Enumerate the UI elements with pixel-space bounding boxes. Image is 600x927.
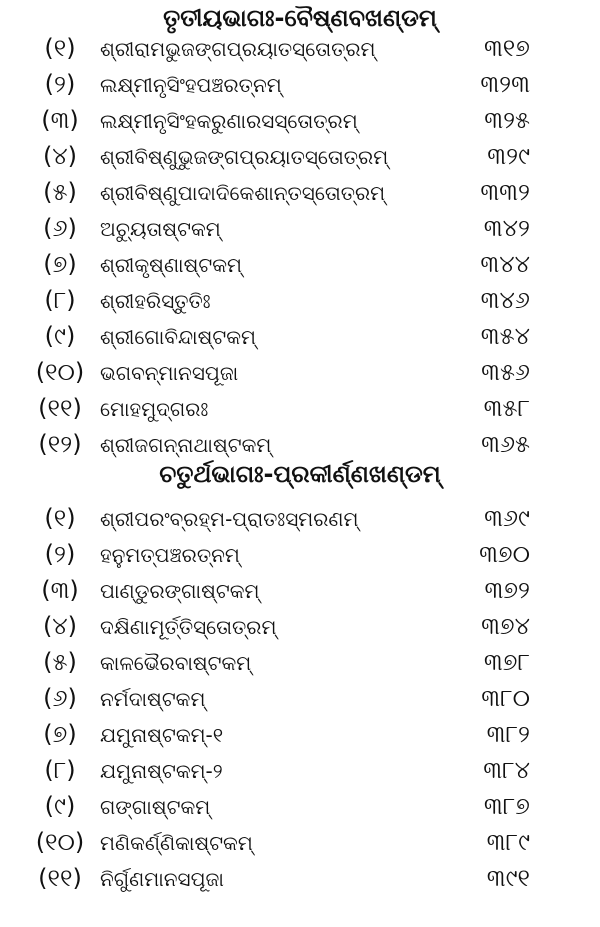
entry-title: ଶ୍ରୀବିଷ୍ଣୁପାଦାଦିକେଶାନ୍ତସ୍ତୋତ୍ରମ୍ — [100, 181, 386, 205]
entry-title: ଶ୍ରୀପରଂବ୍ରହ୍ମ-ପ୍ରାତଃସ୍ମରଣମ୍ — [100, 507, 359, 531]
entry-title: ପାଣ୍ଡୁରଙ୍ଗାଷ୍ଟକମ୍ — [100, 579, 260, 603]
toc-row[interactable] — [0, 754, 600, 790]
page-number: ୩୪୨ — [483, 214, 530, 242]
toc-row[interactable] — [0, 538, 600, 574]
entry-number: (୧) — [44, 504, 76, 532]
page-number: ୩୫୪ — [480, 322, 530, 350]
entry-title: ଯମୁନାଷ୍ଟକମ୍-୧ — [100, 723, 224, 747]
toc-list-section-1 — [0, 32, 600, 464]
entry-number: (୨) — [44, 540, 76, 568]
toc-row[interactable] — [0, 284, 600, 320]
page-number: ୩୨୩ — [480, 70, 530, 98]
page-number: ୩୮୪ — [483, 756, 530, 784]
entry-number: (୧୧) — [38, 864, 82, 892]
entry-title: ମୋହମୁଦ୍ଗରଃ — [100, 397, 209, 421]
entry-number: (୯) — [44, 322, 76, 350]
entry-number: (୪) — [42, 612, 78, 640]
page-number: ୩୮୯ — [486, 828, 530, 856]
entry-number: (୧) — [44, 34, 76, 62]
entry-number: (୨) — [44, 70, 76, 98]
page-number: ୩୮୦ — [481, 684, 530, 712]
entry-title: ଶ୍ରୀହରିସ୍ତୁତିଃ — [100, 289, 211, 313]
toc-row[interactable] — [0, 682, 600, 718]
entry-title: ଶ୍ରୀଗୋବିନ୍ଦାଷ୍ଟକମ୍ — [100, 325, 256, 349]
toc-row[interactable] — [0, 176, 600, 212]
entry-number: (୧୦) — [35, 828, 85, 856]
entry-number: (୧୧) — [38, 394, 82, 422]
entry-number: (୧୨) — [38, 430, 82, 458]
toc-list-section-2 — [0, 502, 600, 898]
entry-number: (୫) — [43, 178, 77, 206]
entry-title: ଦକ୍ଷିଣାମୂର୍ତ୍ତିସ୍ତୋତ୍ରମ୍ — [100, 615, 277, 639]
section-title-tritiya-bhaga: ତୃତୀୟଭାଗଃ-ବୈଷ୍ଣବଖଣ୍ଡମ୍ — [163, 4, 437, 32]
entry-number: (୬) — [43, 214, 77, 242]
page-number: ୩୯୧ — [486, 864, 530, 892]
entry-title: ଶ୍ରୀକୃଷ୍ଣାଷ୍ଟକମ୍ — [100, 253, 242, 277]
entry-number: (୪) — [42, 142, 78, 170]
entry-title: ମଣିକର୍ଣ୍ଣିକାଷ୍ଟକମ୍ — [100, 831, 253, 855]
page-number: ୩୨୯ — [487, 142, 530, 170]
toc-row[interactable] — [0, 610, 600, 646]
entry-title: ଲକ୍ଷ୍ମୀନୃସିଂହପଞ୍ଚରତ୍ନମ୍ — [100, 73, 282, 97]
entry-title: ଯମୁନାଷ୍ଟକମ୍-୨ — [100, 759, 223, 783]
entry-number: (୭) — [43, 250, 77, 278]
toc-row[interactable] — [0, 140, 600, 176]
entry-number: (୮) — [44, 756, 76, 784]
entry-number: (୧୦) — [35, 358, 85, 386]
toc-row[interactable] — [0, 502, 600, 538]
entry-number: (୯) — [44, 792, 76, 820]
page-number: ୩୭୨ — [484, 576, 530, 604]
toc-row[interactable] — [0, 392, 600, 428]
page-number: ୩୩୨ — [480, 178, 530, 206]
toc-row[interactable] — [0, 574, 600, 610]
entry-title: ଭଗବନ୍ମାନସପୂଜା — [100, 361, 239, 385]
page-number: ୩୪୪ — [480, 250, 530, 278]
entry-title: ଗଙ୍ଗାଷ୍ଟକମ୍ — [100, 795, 211, 819]
entry-title: ନିର୍ଗୁଣମାନସପୂଜା — [100, 867, 224, 891]
entry-title: ଶ୍ରୀଜଗନ୍ନାଥାଷ୍ଟକମ୍ — [100, 433, 272, 457]
page-number: ୩୭୮ — [483, 648, 530, 676]
toc-row[interactable] — [0, 68, 600, 104]
toc-row[interactable] — [0, 212, 600, 248]
entry-title: ନର୍ମଦାଷ୍ଟକମ୍ — [100, 687, 206, 711]
toc-row[interactable] — [0, 104, 600, 140]
toc-row[interactable] — [0, 320, 600, 356]
section-title-chaturtha-bhaga: ଚତୁର୍ଥଭାଗଃ-ପ୍ରକୀର୍ଣ୍ଣଖଣ୍ଡମ୍ — [159, 460, 441, 488]
toc-row[interactable] — [0, 248, 600, 284]
entry-title: ଅଚ୍ୟୁତାଷ୍ଟକମ୍ — [100, 217, 221, 241]
page-number: ୩୫୬ — [481, 358, 530, 386]
toc-row[interactable] — [0, 718, 600, 754]
page-number: ୩୬୫ — [481, 430, 530, 458]
page-number: ୩୬୯ — [484, 504, 530, 532]
entry-number: (୫) — [43, 648, 77, 676]
toc-row[interactable] — [0, 356, 600, 392]
toc-row[interactable] — [0, 646, 600, 682]
entry-number: (୩) — [41, 106, 79, 134]
page-number: ୩୨୫ — [484, 106, 530, 134]
page-number: ୩୭୦ — [479, 540, 530, 568]
toc-row[interactable] — [0, 790, 600, 826]
entry-number: (୭) — [43, 720, 77, 748]
entry-number: (୬) — [43, 684, 77, 712]
entry-title: ଲକ୍ଷ୍ମୀନୃସିଂହକରୁଣାରସସ୍ତୋତ୍ରମ୍ — [100, 109, 358, 133]
page-number: ୩୫୮ — [483, 394, 530, 422]
page-number: ୩୮୨ — [486, 720, 530, 748]
page-number: ୩୭୪ — [481, 612, 530, 640]
entry-title: ଶ୍ରୀରାମଭୁଜଙ୍ଗପ୍ରୟାତସ୍ତୋତ୍ରମ୍ — [100, 37, 376, 61]
page-number: ୩୮୭ — [483, 792, 530, 820]
toc-row[interactable] — [0, 826, 600, 862]
page-number: ୩୪୬ — [480, 286, 530, 314]
entry-number: (୮) — [44, 286, 76, 314]
toc-row[interactable] — [0, 32, 600, 68]
entry-title: କାଳଭୈରବାଷ୍ଟକମ୍ — [100, 651, 252, 675]
page-number: ୩୧୭ — [483, 34, 530, 62]
entry-number: (୩) — [41, 576, 79, 604]
entry-title: ହନୁମତ୍ପଞ୍ଚରତ୍ନମ୍ — [100, 543, 240, 567]
entry-title: ଶ୍ରୀବିଷ୍ଣୁଭୁଜଙ୍ଗପ୍ରୟାତସ୍ତୋତ୍ରମ୍ — [100, 145, 389, 169]
toc-row[interactable] — [0, 862, 600, 898]
